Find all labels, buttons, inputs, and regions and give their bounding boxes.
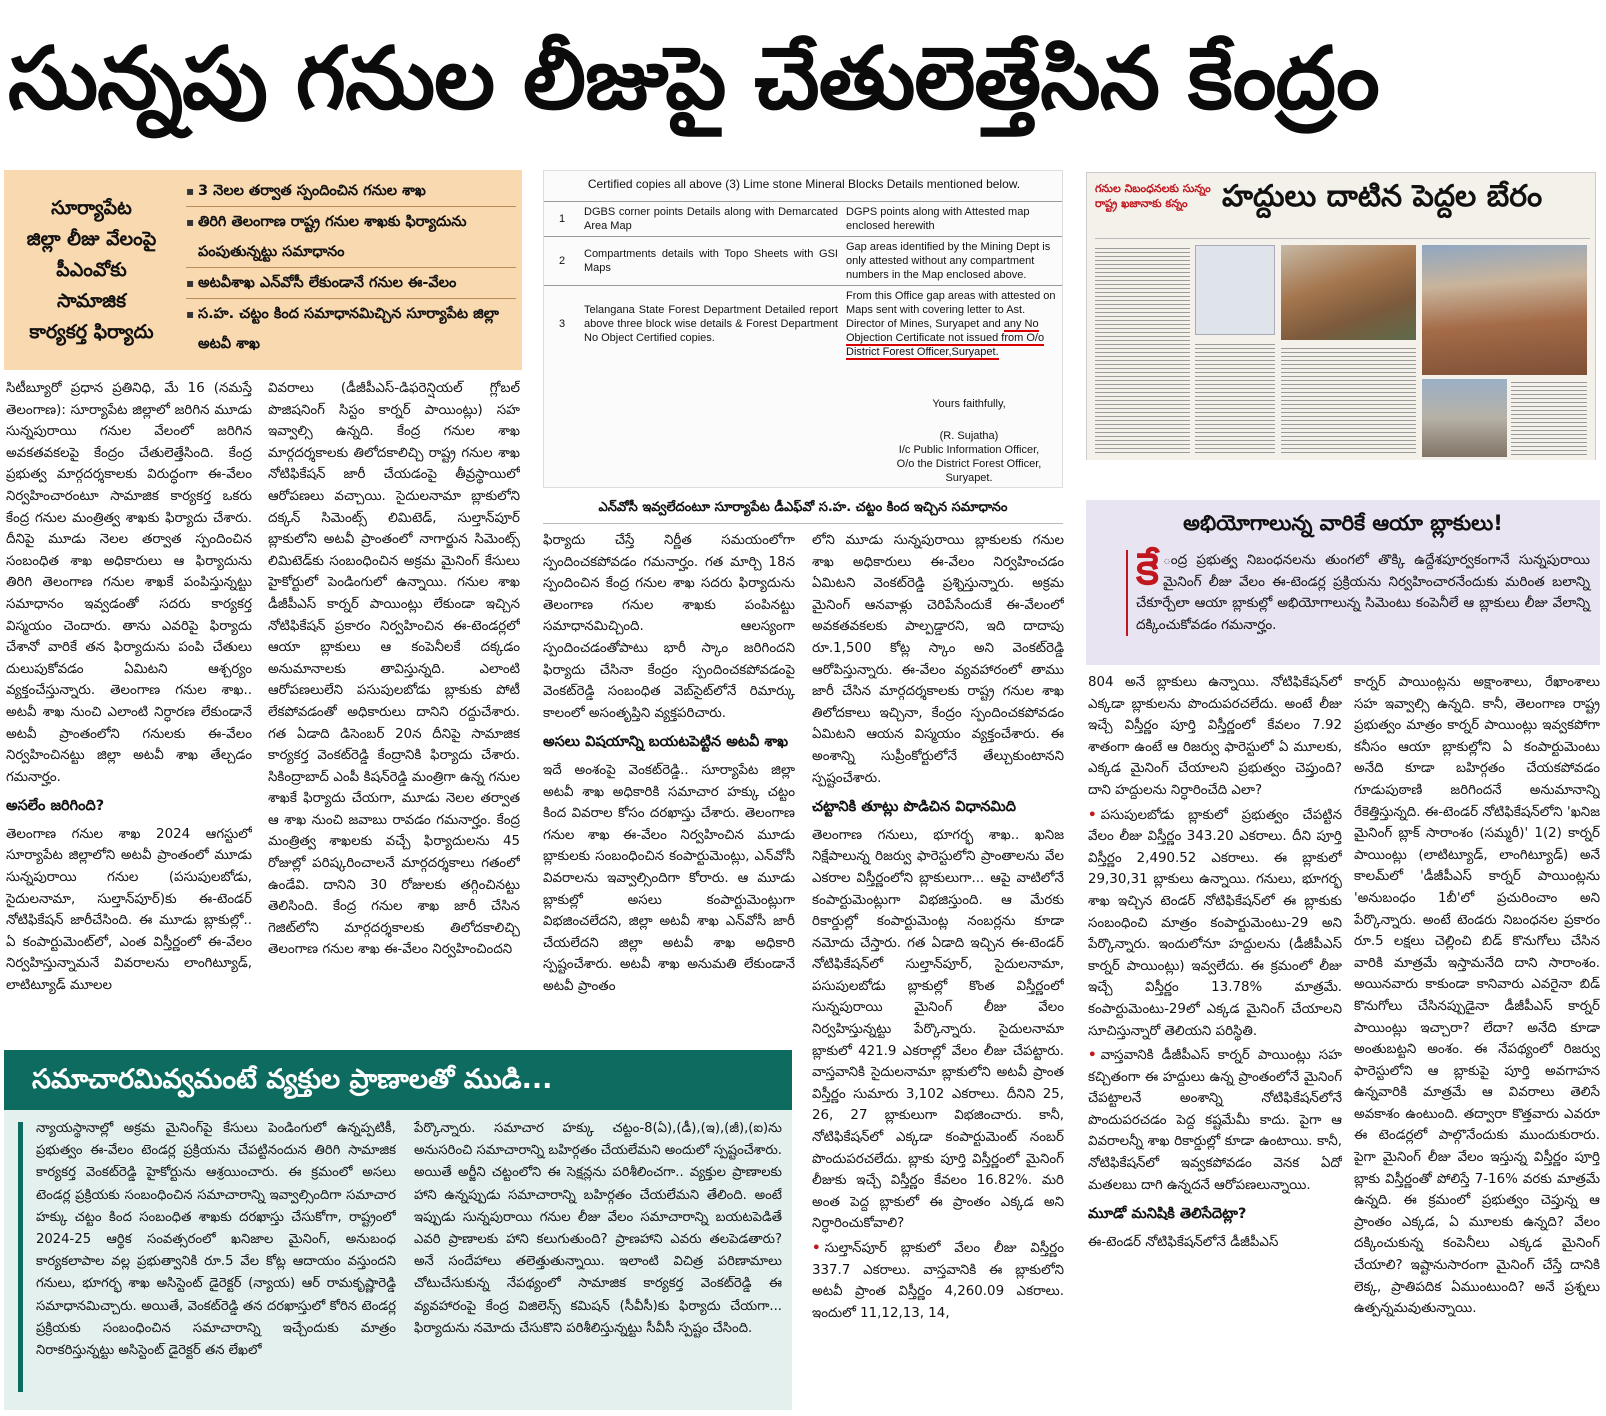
highlight-point: ▪ తిరిగి తెలంగాణ రాష్ట్ర గనుల శాఖకు ఫిర్యాదును పంపుతున్నట్టు సమాధానం [186, 207, 516, 268]
summary-line: కార్యకర్త ఫిర్యాదు [29, 320, 154, 343]
paragraph: ఫిర్యాదు చేస్తే నిర్ణీత సమయంలోగా స్పందించకపోవడం గమనార్హం. గత మార్చి 18న స్పందించిన కేంద్ర గనుల శాఖ సదరు ఫిర్యాదును తెలంగాణ గనుల శాఖకు పంపినట్టు సమాధానమిచ్చింది. ఆలస్యంగా స్పందించడంతోపాటు భారీ స్కాం జరిగిందని ఫిర్యాదు చేసినా కేంద్రం స్పందించకపోవడంపై వెంకట్‌రెడ్డి సంబంధిత వెబ్‌సైట్‌లోనే రిమార్కు కాలంలో అసంతృప్తిని వ్యక్తపరిచారు. [543, 533, 795, 721]
subheading: అసలేం జరిగింది? [6, 798, 105, 815]
clipping-page [1086, 172, 1596, 472]
row-number: 3 [544, 286, 580, 363]
clipping-mine-photo [1281, 245, 1416, 340]
clipping-subheading-strip [1095, 221, 1590, 239]
highlight-point: ▪ అటవీశాఖ ఎన్‌వోసీ లేకుండానే గనుల ఈ-వేలం [186, 268, 516, 299]
document-title: Certified copies all above (3) Lime stone Mineral Blocks Details mentioned below. [587, 177, 1021, 191]
highlight-box [4, 170, 522, 370]
paragraph [812, 1238, 1064, 1324]
clipping-text-block [1195, 341, 1275, 456]
banner-column-2: పేర్కొన్నారు. సమాచార హక్కు చట్టం-8(ఏ),(డీ),(ఇ),(జీ),(ఐ)ను అనుసరించి సమాచారాన్ని బహిర్గతం చేయలేమని అందులో స్పష్టంచేశారు. అయితే అర్జీని చట్టంలోని ఈ సెక్షన్లను పరిశీలించగా.. వ్యక్తుల ప్రాణాలకు హాని ఉన్నప్పుడు సమాచారాన్ని బహిర్గతం చేయలేమని తేలింది. అంటే ఇప్పుడు సున్నపురాయి గనుల లీజు వేలం సమాచారాన్ని బయటపెడితే ఎవరి ప్రాణాలకు హాని కలుగుతుంది? ప్రాణహాని ఎవరు తలపెడతారు? అనే సందేహాలు తలెత్తుతున్నాయి. ఇలాంటి విచిత్ర పరిణామాలు చోటుచేసుకున్న నేపథ్యంలో సామాజిక కార్యకర్త వెంకట్‌రెడ్డి ఈ వ్యవహారంపై కేంద్ర విజిలెన్స్ కమిషన్ (సీవీసీ)కు ఫిర్యాదు చేయగా... ఫిర్యాదును నమోదు చేసుకొని పరిశీలిస్తున్నట్టు సీవీసీ స్పష్టం చేసింది. [414, 1121, 782, 1336]
document-caption: ఎన్‌వోసీ ఇవ్వలేదంటూ సూర్యాపేట డీఎఫ్‌వో స.హ. చట్టం కింద ఇచ్చిన సమాధానం [543, 492, 1063, 524]
row-response: DGPS points along with Attested map enclosed herewith [842, 202, 1062, 237]
article-column-5 [1088, 672, 1342, 1410]
sidebar-box [1086, 500, 1600, 665]
sidebar-text: ంద్ర ప్రభుత్వ నిబంధనలను తుంగలో తొక్కి ఉద్దేశపూర్వకంగానే సున్నపురాయి మైనింగ్ లీజు వేలం ఈ-టెండర్ల ప్రక్రియను నిర్వహించారనేందుకు మరింత బలాన్ని చేకూర్చేలా ఆయా బ్లాకుల్లో అభియోగాలున్న సిమెంటు కంపెనీలే ఆ బ్లాకులు లీజు వేలాన్ని దక్కించుకోవడం గమనార్హం. [1136, 552, 1590, 633]
bullet-icon: • [812, 1241, 821, 1256]
clipping-document-thumbnail [1195, 245, 1275, 335]
banner-body [4, 1110, 792, 1410]
summary-line: జిల్లా లీజు వేలంపై [26, 227, 157, 250]
clipping-stockpile-photo [1422, 379, 1507, 457]
paragraph: లోని మూడు సున్నపురాయి బ్లాకులకు గనుల శాఖ అధికారులు ఈ-వేలం నిర్వహించడం ఏమిటని వెంకట్‌రెడ్డి ప్రశ్నిస్తున్నారు. అక్రమ మైనింగ్ ఆనవాళ్లు చెరిపేసేందుకే ఈ-వేలంలో అవకతవకలకు పాల్పడ్డారని, ఇది దాదాపు రూ.1,500 కోట్ల స్కాం అని వెంకట్‌రెడ్డి ఆరోపిస్తున్నారు. ఈ-వేలం వ్యవహారంలో తాము జారీ చేసిన మార్గదర్శకాలకు రాష్ట్ర గనుల శాఖ తిలోదకాలు ఇచ్చినా, కేంద్రం స్పందించకపోవడం ఏమిటని ఆయన విస్మయం వ్యక్తంచేశారు. ఈ అంశాన్ని సుప్రీంకోర్టులోనే తేల్చుకుంటానని స్పష్టంచేశారు. [812, 533, 1064, 786]
summary-line: పీఎంవోకు [56, 258, 127, 281]
article-column-1 [6, 378, 252, 1038]
sign-line: Yours faithfully, [932, 398, 1006, 410]
paragraph: తెలంగాణ గనుల శాఖ 2024 ఆగస్టులో సూర్యాపేట జిల్లాలోని అటవీ ప్రాంతంలో మూడు సున్నపురాయి గనుల (పసుపులబోడు, సైదులనామా, సుల్తాన్‌పూర్)కు ఈ-టెండర్ నోటిఫికేషన్ జారీచేసింది. ఈ మూడు బ్లాకుల్లో.. ఏ కంపార్టుమెంట్‌లో, ఎంత విస్తీర్ణంలో ఈ-వేలం నిర్వహిస్తున్నామనే వివరాలను లాంగిట్యూడ్, లాటిట్యూడ్ మూలల [6, 826, 252, 994]
article-column-3 [543, 530, 795, 1038]
summary-line: సూర్యాపేట [51, 196, 132, 219]
paragraph: వివరాలు (డీజీపీఎస్-డిఫరెన్షియల్ గ్లోబల్ పొజిషనింగ్ సిస్టం కార్నర్ పాయింట్లు) సహ ఇవ్వాల్సి ఉన్నది. కేంద్ర గనుల శాఖ మార్గదర్శకాలకు తిలోదకాలిచ్చి రాష్ట్ర గనుల శాఖ నోటిఫికేషన్ జారీ చేయడంపై తీవ్రస్థాయిలో ఆరోపణలు వచ్చాయి. సైదులనామా బ్లాకులోని దక్కన్ సిమెంట్స్ లిమిటెడ్, సుల్తాన్‌పూర్ బ్లాకులోని అటవీ ప్రాంతంలో నాగార్జున సిమెంట్స్ లిమిటెడ్‌కు సంబంధించిన అక్రమ మైనింగ్ కేసులు హైకోర్టులో పెండింగులో ఉన్నాయి. గనుల శాఖ డీజీపీఎస్ కార్నర్ పాయింట్లు లేకుండా ఇచ్చిన నోటిఫికేషన్ ప్రకారం నిర్వహించిన ఈ-టెండర్లలో ఆయా బ్లాకులు ఆ కంపెనీలకే దక్కడం అనుమానాలకు తావిస్తున్నది. ఎలాంటి ఆరోపణలులేని పసుపులబోడు బ్లాకుకు పోటీ లేకపోవడంతో అధికారులు దానిని రద్దుచేశారు. గత ఏడాది డిసెంబర్ 20న దీనిపై సామాజిక కార్యకర్త వెంకట్‌రెడ్డి కేంద్రానికి ఫిర్యాదు చేశారు. సికింద్రాబాద్ ఎంపీ కిషన్‌రెడ్డి మంత్రిగా ఉన్న గనుల శాఖకే ఫిర్యాదు చేయగా, మూడు నెలల తర్వాత ఆ శాఖ నుంచి జవాబు రావడం గమనార్హం. కేంద్ర మంత్రిత్వ శాఖలకు వచ్చే ఫిర్యాదులను 45 రోజుల్లో పరిష్కరించాలనే మార్గదర్శకాలు గతంలో ఉండేవి. దానిని 30 రోజులకు తగ్గించినట్టు తెలిసింది. కేంద్ర గనుల శాఖ జారీ చేసిన గెజిట్‌లోని మార్గదర్శకాలకు తిలోదకాలిచ్చి తెలంగాణ గనుల శాఖ ఈ-వేలం నిర్వహించిందని [268, 381, 520, 958]
subheading: అసలు విషయాన్ని బయటపెట్టిన అటవీ శాఖ [543, 734, 789, 751]
article-column-2 [268, 378, 520, 1038]
highlight-point: ▪ స.హ. చట్టం కింద సమాధానమిచ్చిన సూర్యాపేట జిల్లా అటవీ శాఖ [186, 299, 516, 359]
table-row [544, 286, 1062, 363]
row-number: 2 [544, 237, 580, 286]
accent-bar [18, 1122, 23, 1392]
subheading: చట్టానికి తూట్లు పొడిచిన విధానమిది [812, 799, 1016, 816]
subheading: మూడో మనిషికి తెలిసేదెట్లా? [1088, 1206, 1247, 1223]
clipping-text-block [1095, 245, 1190, 455]
banner-column-1: న్యాయస్థానాల్లో అక్రమ మైనింగ్‌పై కేసులు పెండింగులో ఉన్నప్పటికీ, ప్రభుత్వం ఈ-వేలం టెండర్ల ప్రక్రియను చేపట్టినందున తిరిగి సామాజిక కార్యకర్త వెంకట్‌రెడ్డి హైకోర్టును ఆశ్రయించారు. ఈ క్రమంలో అసలు టెండర్ల ప్రక్రియకు సంబంధించిన సమాచారాన్ని ఇవ్వాల్సిందిగా సమాచార హక్కు చట్టం కింద సంబంధిత శాఖకు దరఖాస్తు చేసుకోగా, రాష్ట్రంలో 2024-25 ఆర్థిక సంవత్సరంలో ఖనిజాల మైనింగ్, అనుబంధ కార్యకలాపాల వల్ల ప్రభుత్వానికి రూ.5 వేల కోట్ల ఆదాయం వస్తుందని గనులు, భూగర్భ శాఖ అసిస్టెంట్ డైరెక్టర్ (న్యాయ) ఆర్ రామకృష్ణారెడ్డి సమాధానమిచ్చారు. అయితే, వెంకట్‌రెడ్డి తన దరఖాస్తులో కోరిన టెండర్ల ప్రక్రియకు సంబంధించిన సమాచారాన్ని ఇచ్చేందుకు మాత్రం నిరాకరిస్తున్నట్టు అసిస్టెంట్ డైరెక్టర్ తన లేఖలో [36, 1121, 396, 1359]
row-response: Gap areas identified by the Mining Dept is only attested without any compartment numbers in the Map enclosed above. [842, 237, 1062, 286]
headline: సున్నపు గనుల లీజుపై చేతులెత్తేసిన కేంద్రం [8, 29, 1379, 129]
paragraph: 804 అనే బ్లాకులు ఉన్నాయి. నోటిఫికేషన్‌లో ఎక్కడా బ్లాకులను పొందుపరచలేదు. అంటే లీజు ఇచ్చే విస్తీర్ణం పూర్తి విస్తీర్ణంలో కేవలం 7.92 శాతంగా ఉంటే ఆ రిజర్వు ఫారెస్టులో ఏ మూలకు, ఎక్కడ మైనింగ్ చేయాలని ప్రభుత్వం చెప్తుంది? దాని హద్దులను నిర్ధారించేది ఎలా? [1088, 675, 1342, 798]
article-column-6 [1354, 672, 1600, 1410]
clipping-quarry-photo [1422, 245, 1587, 375]
paragraph: కార్నర్ పాయింట్లను అక్షాంశాలు, రేఖాంశాలు సహ ఇవ్వాల్సి ఉన్నది. కానీ, తెలంగాణ రాష్ట్ర ప్రభుత్వం మాత్రం కార్నర్ పాయింట్లు ఇవ్వకపోగా కనీసం ఆయా బ్లాకుల్లోని ఏ కంపార్టుమెంటు అనేది కూడా బహిర్గతం చేయకపోవడం గూడుపుఠాణి జరిగిందనే అనుమానాన్ని రేకెత్తిస్తున్నది. ఈ-టెండర్ నోటిఫికేషన్‌లోని 'ఖనిజ మైనింగ్ బ్లాక్ సారాంశం (సమ్మరీ)' 1(2) కార్నర్ పాయింట్లు (లాటిట్యూడ్, లాంగిట్యూడ్) అనే కాలమ్‌లో 'డీజీపీఎస్ కార్నర్ పాయింట్లను 'అనుబంధం 1బీ'లో ప్రచురించాం అని పేర్కొన్నారు. అంటే టెండరు నిబంధనల ప్రకారం రూ.5 లక్షలు చెల్లించి బిడ్ కొనుగోలు చేసిన వారికి మాత్రమే ఇస్తామనేది దాని సారాంశం. అయినవారు కాకుండా కానివారు ఎవరైనా బిడ్ కొనుగోలు చేసినప్పుడైనా డీజీపీఎస్ కార్నర్ పాయింట్లు ఇచ్చారా? లేదా? అనేది కూడా అంతుబట్టని అంశం. ఈ నేపథ్యంలో రిజర్వు ఫారెస్టులోని ఆ బ్లాకుపై పూర్తి అవగాహన ఉన్నవారికి మాత్రమే ఆ వివరాలు తెలిసే అవకాశం ఉంటుంది. తద్వారా కొత్తవారు ఎవరూ ఈ టెండర్లలో పాల్గొనేందుకు ముందుకురారు. పైగా మైనింగ్ లీజు వేలం ఇస్తున్న విస్తీర్ణం పూర్తి బ్లాకు విస్తీర్ణంతో పోలిస్తే 7-16% వరకు మాత్రమే ఉన్నది. ఈ క్రమంలో ప్రభుత్వం చెప్తున్న ఆ ప్రాంతం ఎక్కడ, ఏ మూలకు ఉన్నది? వేలం దక్కించుకున్న కంపెనీలు ఎక్కడ మైనింగ్ చేయాలి? ఇష్టానుసారంగా మైనింగ్ చేస్తే దానికి లెక్క, ప్రాతిపదిక ఏముంటుంది? అనే ప్రశ్నలు ఉత్పన్నమవుతున్నాయి. [1354, 675, 1600, 1317]
sidebar-title: అభియోగాలున్న వారికే ఆయా బ్లాకులు! [1183, 511, 1503, 535]
paragraph [1088, 1045, 1342, 1196]
article-column-4 [812, 530, 1064, 1410]
clipping-small-headline: గనుల నిబంధనలకు సున్నం రాష్ట్ర ఖజానాకు కన్నం [1095, 182, 1211, 210]
document-table [544, 201, 1062, 362]
paragraph-text: పసుపులబోడు బ్లాకులో ప్రభుత్వం చేపట్టిన వేలం లీజు విస్తీర్ణం 343.20 ఎకరాలు. దీని పూర్తి విస్తీర్ణం 2,490.52 ఎకరాలు. ఈ బ్లాకులో 29,30,31 బ్లాకులు ఉన్నాయి. గనులు, భూగర్భ శాఖ ఇచ్చిన టెండర్ నోటిఫికేషన్‌లో ఈ బ్లాకుకు సంబంధించి మాత్రం కంపార్టుమెంటు-29 అని పేర్కొన్నారు. ఇందులోనూ హద్దులను (డీజీపీఎస్ కార్నర్ పాయింట్లు) ఇవ్వలేదు. ఈ క్రమంలో లీజు ఇచ్చే విస్తీర్ణం 13.78% మాత్రమే. కంపార్టుమెంటు-29లో ఎక్కడ మైనింగ్ చేయాలని సూచిస్తున్నారో తెలియని పరిస్థితి. [1088, 807, 1342, 1039]
paragraph [1088, 805, 1342, 1043]
highlight-points [186, 176, 516, 359]
document-signature-block [884, 397, 1054, 485]
rti-document-image [543, 170, 1063, 488]
signature-scrawl [884, 411, 1054, 429]
paragraph: ఇదే అంశంపై వెంకట్‌రెడ్డి.. సూర్యాపేట జిల్లా అటవీ శాఖ అధికారికి సమాచార హక్కు చట్టం కింద వివరాల కోసం దరఖాస్తు చేశారు. తెలంగాణ గనుల శాఖ ఈ-వేలం నిర్వహించిన మూడు బ్లాకులకు సంబంధించిన కంపార్టుమెంట్లు, ఎన్‌వోసీ వివరాలను ఇవ్వాల్సిందిగా కోరారు. ఆ మూడు బ్లాకుల్లో అసలు కంపార్టుమెంట్లుగా విభజించలేదని, జిల్లా అటవీ శాఖ ఎన్‌వోసీ జారీ చేయలేదని జిల్లా అటవీ శాఖ అధికారి స్పష్టంచేశారు. అటవీ శాఖ అనుమతి లేకుండానే అటవీ ప్రాంతం [543, 762, 795, 994]
row-item: Compartments details with Topo Sheets with GSI Maps [580, 237, 842, 286]
highlight-summary [4, 170, 179, 370]
row-item: Telangana State Forest Department Detailed report above three block wise details & Forest Department No Object Certified copies. [580, 286, 842, 363]
newspaper-clipping-image [1086, 172, 1600, 490]
paragraph-text: వాస్తవానికి డీజీపీఎస్ కార్నర్ పాయింట్లు సహ కచ్చితంగా ఈ హద్దులు ఉన్న ప్రాంతంలోనే మైనింగ్ చేపట్టాలనే అంశాన్ని నోటిఫికేషన్‌లోనే పొందుపరచడం పెద్ద కష్టమేమీ కాదు. పైగా ఆ వివరాలన్నీ శాఖ రికార్డుల్లో కూడా ఉంటాయి. కానీ, నోటిఫికేషన్‌లో ఇవ్వకపోవడం వెనక ఏదో మతలబు దాగి ఉన్నదనే ఆరోపణలున్నాయి. [1088, 1048, 1342, 1193]
banner-headline: సమాచారమివ్వమంటే వ్యక్తుల ప్రాణాలతో ముడి... [4, 1050, 792, 1110]
sign-line: (R. Sujatha) [939, 430, 999, 442]
sign-line: O/o the District Forest Officer, [896, 458, 1042, 470]
underlined-noc-text: any No Objection Certificate not issued from O/o District Forest Officer,Suryapet. [846, 318, 1045, 358]
response-text: From this Office gap areas with attested on Maps sent with covering letter to Ast. Director of Mines, Suryapet and [846, 290, 1056, 330]
bullet-icon: • [1088, 807, 1097, 823]
table-row [544, 237, 1062, 286]
summary-line: సామాజిక [56, 289, 126, 312]
sign-line: Suryapet. [945, 472, 993, 484]
clipping-text-block [1511, 379, 1587, 457]
bullet-icon: • [1088, 1048, 1097, 1064]
highlight-point: ▪ 3 నెలల తర్వాత స్పందించిన గనుల శాఖ [186, 176, 516, 207]
row-response [842, 286, 1062, 363]
clipping-text-block [1281, 345, 1416, 455]
paragraph: ఈ-టెండర్ నోటిఫికేషన్‌లోనే డీజీపీఎస్ [1088, 1234, 1279, 1250]
sidebar-body [1126, 544, 1590, 636]
table-row [544, 202, 1062, 237]
row-item: DGBS corner points Details along with Demarcated Area Map [580, 202, 842, 237]
paragraph: తెలంగాణ గనులు, భూగర్భ శాఖ.. ఖనిజ నిక్షేపాలున్న రిజర్వు ఫారెస్టులోని ప్రాంతాలను వేల ఎకరాల విస్తీర్ణంలోని బ్లాకులుగా... ఆపై వాటిలోనే కంపార్టుమెంట్లుగా విభజిస్తుంది. ఆ మేరకు రికార్డుల్లో కంపార్టుమెంట్ల నంబర్లను కూడా నమోదు చేస్తారు. గత ఏడాది ఇచ్చిన ఈ-టెండర్ నోటిఫికేషన్‌లో సుల్తాన్‌పూర్, సైదులనామా, పసుపులబోడు బ్లాకుల్లో కొంత విస్తీర్ణంలో సున్నపురాయి మైనింగ్ లీజు వేలం నిర్వహిస్తున్నట్టు పేర్కొన్నారు. సైదులనామా బ్లాకులో 421.9 ఎకరాల్లో వేలం లీజు చేపట్టారు. వాస్తవానికి సైదులనామా బ్లాకులోని అటవీ ప్రాంత విస్తీర్ణం సుమారు 3,102 ఎకరాలు. దీనిని 25, 26, 27 బ్లాకులుగా విభజించారు. కానీ, నోటిఫికేషన్‌లో ఎక్కడా కంపార్టుమెంట్ నంబర్ పొందుపరచలేదు. బ్లాకు పూర్తి విస్తీర్ణంలో మైనింగ్ లీజుకు ఇచ్చే విస్తీర్ణం కేవలం 16.82%. మరి అంత పెద్ద బ్లాకులో ఈ ప్రాంతం ఎక్కడ అని నిర్ధారించుకోవాలి? [812, 827, 1064, 1232]
clipping-torn-edge [1086, 460, 1600, 490]
paragraph: సిటీబ్యూరో ప్రధాన ప్రతినిధి, మే 16 (నమస్తే తెలంగాణ): సూర్యాపేట జిల్లాలో జరిగిన మూడు సున్నపురాయి గనుల వేలంలో జరిగిన అవకతవకలపై కేంద్రం చేతులెత్తేసింది. కేంద్ర ప్రభుత్వ మార్గదర్శకాలకు విరుద్ధంగా ఈ-వేలం నిర్వహించారంటూ సామాజిక కార్యకర్త ఒకరు కేంద్ర గనుల మంత్రిత్వ శాఖకు ఫిర్యాదు చేశారు. దీనిపై మూడు నెలల తర్వాత స్పందించిన సంబంధిత శాఖ అధికారులు ఆ ఫిర్యాదును తిరిగి తెలంగాణ గనుల శాఖకే పంపిస్తున్నట్టు సమాధానం ఇవ్వడంతో సదరు కార్యకర్త విస్మయం చెందారు. తాను ఎవరిపై ఫిర్యాదు చేశానో వారికే తన ఫిర్యాదును పంపి చేతులు దులుపుకోవడం ఏమిటని ఆశ్చర్యం వ్యక్తంచేస్తున్నారు. తెలంగాణ గనుల శాఖ.. అటవీ శాఖ నుంచి ఎలాంటి నిర్ధారణ లేకుండానే అటవీ ప్రాంతంలోని గనులకు ఈ-వేలం నిర్వహించినట్టు జిల్లా అటవీ శాఖ తేల్చడం గమనార్హం. [6, 381, 252, 785]
row-number: 1 [544, 202, 580, 237]
dropcap: కే [1136, 544, 1159, 595]
sign-line: I/c Public Information Officer, [898, 444, 1040, 456]
paragraph-text: సుల్తాన్‌పూర్ బ్లాకులో వేలం లీజు విస్తీర్ణం 337.7 ఎకరాలు. వాస్తవానికి ఈ బ్లాకులోని అటవీ ప్రాంత విస్తీర్ణం 4,260.09 ఎకరాలు. ఇందులో 11,12,13, 14, [812, 1241, 1064, 1321]
clipping-headline: హద్దులు దాటిన పెద్దల బేరం [1222, 179, 1543, 214]
